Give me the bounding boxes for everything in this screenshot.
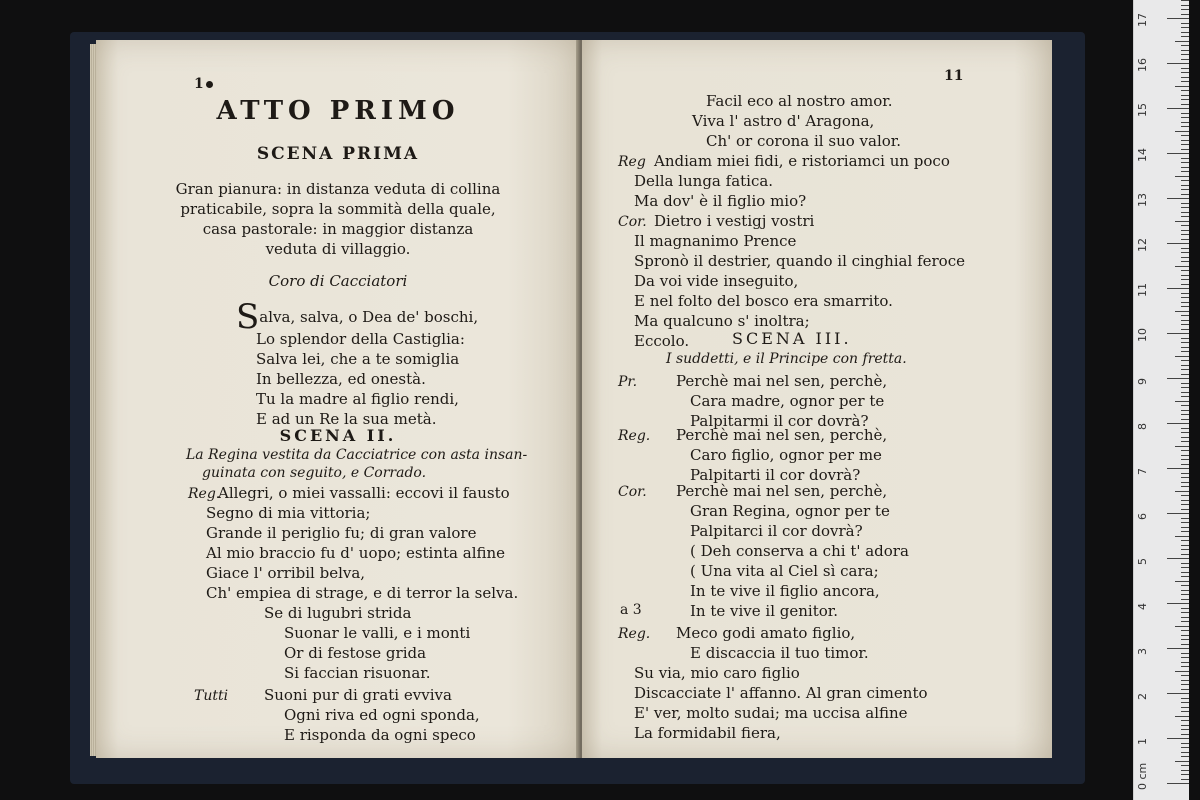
ruler-tick <box>1181 594 1189 595</box>
ruler-tick <box>1167 648 1189 649</box>
ruler-tick <box>1181 0 1189 1</box>
ruler-tick <box>1181 320 1189 321</box>
ruler-tick <box>1167 378 1189 379</box>
ruler-tick <box>1181 54 1189 55</box>
ruler-tick <box>1181 734 1189 735</box>
ruler-tick <box>1167 423 1189 424</box>
speech-line: E' ver, molto sudai; ma uccisa alfine <box>634 704 908 722</box>
ruler-tick <box>1167 783 1189 784</box>
speech-line: Caro figlio, ognor per me <box>690 446 882 464</box>
speech-line: In te vive il genitor. <box>690 602 839 620</box>
ruler-tick <box>1181 369 1189 370</box>
ruler-tick <box>1181 743 1189 744</box>
speech-line: E discaccia il tuo timor. <box>690 644 869 662</box>
ruler-tick <box>1181 572 1189 573</box>
speech-line: Andiam miei fidi, e ristoriamci un poco <box>654 152 950 170</box>
ruler-tick <box>1181 180 1189 181</box>
ruler-tick <box>1181 567 1189 568</box>
ruler-tick <box>1181 203 1189 204</box>
ruler-tick <box>1181 756 1189 757</box>
speaker-label: Reg. <box>618 428 651 444</box>
ruler-tick <box>1181 194 1189 195</box>
speech-line: ( Deh conserva a chi t' adora <box>690 542 909 560</box>
scene-title: SCENA PRIMA <box>256 144 420 164</box>
ruler-label: 8 <box>1136 423 1149 430</box>
ruler-tick <box>1181 531 1189 532</box>
ruler-tick <box>1175 716 1189 717</box>
ruler-tick <box>1175 536 1189 537</box>
ruler-tick <box>1181 455 1189 456</box>
ruler-tick <box>1181 486 1189 487</box>
ruler-tick <box>1181 477 1189 478</box>
ruler-tick <box>1181 680 1189 681</box>
ruler-label: 6 <box>1136 513 1149 520</box>
chorus-line: Tu la madre al figlio rendi, <box>256 390 459 408</box>
act-title: ATTO PRIMO <box>216 96 460 126</box>
ruler-tick <box>1181 495 1189 496</box>
ruler-tick <box>1167 558 1189 559</box>
ruler-tick <box>1181 518 1189 519</box>
page-number-right: 11 <box>944 68 964 84</box>
ruler-label: 7 <box>1136 468 1149 475</box>
ruler-tick <box>1181 675 1189 676</box>
ruler-tick <box>1181 324 1189 325</box>
stage-direction-line: veduta di villaggio. <box>265 240 411 258</box>
ruler-tick <box>1181 329 1189 330</box>
right-page <box>582 40 1052 758</box>
ruler-tick <box>1181 522 1189 523</box>
ruler-tick <box>1181 405 1189 406</box>
chorus-line: Lo splendor della Castiglia: <box>256 330 465 348</box>
ruler-tick <box>1167 198 1189 199</box>
ruler-tick <box>1181 351 1189 352</box>
ruler-tick <box>1181 284 1189 285</box>
ruler-tick <box>1181 27 1189 28</box>
ruler-tick <box>1181 432 1189 433</box>
speech-line: Or di festose grida <box>284 644 427 662</box>
ruler-tick <box>1181 279 1189 280</box>
ruler-tick <box>1181 360 1189 361</box>
scene-3-direction: I suddetti, e il Principe con fretta. <box>666 351 907 367</box>
speech-line: ( Una vita al Ciel sì cara; <box>690 562 879 580</box>
ruler-tick <box>1181 257 1189 258</box>
ruler-tick <box>1181 707 1189 708</box>
speech-line: Perchè mai nel sen, perchè, <box>676 482 888 500</box>
speech-line: Grande il periglio fu; di gran valore <box>206 524 477 542</box>
ruler-tick <box>1167 108 1189 109</box>
scene-2-direction: La Regina vestita da Cacciatrice con asta insan- <box>186 447 528 463</box>
ruler-tick <box>1181 392 1189 393</box>
ruler-tick <box>1181 662 1189 663</box>
ruler-tick <box>1175 491 1189 492</box>
ruler-tick <box>1181 365 1189 366</box>
stage-direction-line: Gran pianura: in distanza veduta di collina <box>175 180 501 198</box>
ruler-label: 9 <box>1136 378 1149 385</box>
ruler-tick <box>1181 621 1189 622</box>
ruler-tick <box>1181 437 1189 438</box>
ruler-tick <box>1181 302 1189 303</box>
speech-line: Al mio braccio fu d' uopo; estinta alfine <box>206 544 506 562</box>
chorus-line: In bellezza, ed onestà. <box>256 370 426 388</box>
ruler-tick <box>1167 603 1189 604</box>
ruler-tick <box>1181 126 1189 127</box>
ruler-tick <box>1181 162 1189 163</box>
ruler-tick <box>1181 189 1189 190</box>
ruler-tick <box>1181 576 1189 577</box>
ruler-tick <box>1181 473 1189 474</box>
speech-line: Meco godi amato figlio, <box>676 624 856 642</box>
ruler-tick <box>1181 135 1189 136</box>
ruler-tick <box>1181 414 1189 415</box>
speech-line: Da voi vide inseguito, <box>634 272 799 290</box>
ruler-tick <box>1181 32 1189 33</box>
speaker-label: a 3 <box>620 602 642 618</box>
chorus-line: E ad un Re la sua metà. <box>256 410 437 428</box>
ruler-tick <box>1181 306 1189 307</box>
drop-cap: S <box>236 297 260 337</box>
speech-line: Su via, mio caro figlio <box>634 664 800 682</box>
ruler-label: 12 <box>1136 238 1149 252</box>
ruler-tick <box>1175 41 1189 42</box>
ruler-tick <box>1181 225 1189 226</box>
ruler-tick <box>1181 45 1189 46</box>
ruler-tick <box>1181 14 1189 15</box>
ruler-tick <box>1181 374 1189 375</box>
ruler-label: 2 <box>1136 693 1149 700</box>
ruler-tick <box>1181 689 1189 690</box>
ruler-tick <box>1181 122 1189 123</box>
ruler-tick <box>1175 356 1189 357</box>
ruler-tick <box>1175 401 1189 402</box>
speaker-label: Cor. <box>618 484 647 500</box>
ruler-tick <box>1181 342 1189 343</box>
ruler-label: 1 <box>1136 738 1149 745</box>
ruler-tick <box>1175 311 1189 312</box>
ruler-tick <box>1181 725 1189 726</box>
speech-line: Perchè mai nel sen, perchè, <box>676 426 888 444</box>
speech-line: Gran Regina, ognor per te <box>690 502 890 520</box>
ruler-tick <box>1181 504 1189 505</box>
speech-line: Ch' empiea di strage, e di terror la selva. <box>206 584 519 602</box>
speech-line: Palpitarci il cor dovrà? <box>690 522 863 540</box>
ruler-tick <box>1175 626 1189 627</box>
ruler-label: 5 <box>1136 558 1149 565</box>
speech-line: Palpitarti il cor dovrà? <box>690 466 861 484</box>
ruler-tick <box>1181 563 1189 564</box>
ruler-tick <box>1181 684 1189 685</box>
ruler-label: 17 <box>1136 13 1149 27</box>
ruler-tick <box>1181 752 1189 753</box>
scene-2-direction: guinata con seguito, e Corrado. <box>202 465 427 481</box>
speech-line: Eccolo. <box>634 332 690 350</box>
ruler-tick <box>1181 639 1189 640</box>
ruler-tick <box>1181 657 1189 658</box>
ruler-tick <box>1175 581 1189 582</box>
ruler-tick <box>1181 720 1189 721</box>
ruler-tick <box>1181 275 1189 276</box>
ruler-tick <box>1181 297 1189 298</box>
ruler-tick <box>1181 635 1189 636</box>
ruler-label: 0 cm <box>1136 762 1149 790</box>
speech-line: Spronò il destrier, quando il cinghial feroce <box>634 252 965 270</box>
chorus-line: Salva lei, che a te somiglia <box>256 350 460 368</box>
speech-line: Se di lugubri strida <box>264 604 412 622</box>
ruler-tick <box>1181 770 1189 771</box>
ruler-tick <box>1181 387 1189 388</box>
speech-line: La formidabil fiera, <box>634 724 781 742</box>
ruler-tick <box>1181 554 1189 555</box>
ruler-tick <box>1181 765 1189 766</box>
ruler-tick <box>1181 140 1189 141</box>
verse-line: Viva l' astro d' Aragona, <box>692 112 875 130</box>
ruler-tick <box>1181 500 1189 501</box>
chorus-line <box>236 297 479 337</box>
speech-line: Palpitarmi il cor dovrà? <box>690 412 869 430</box>
speech-line: Dietro i vestigj vostri <box>654 212 815 230</box>
stage-direction-line: casa pastorale: in maggior distanza <box>202 220 474 238</box>
ruler-tick <box>1181 666 1189 667</box>
ruler-tick <box>1181 234 1189 235</box>
speech-line: In te vive il figlio ancora, <box>690 582 880 600</box>
ruler-label: 15 <box>1136 103 1149 117</box>
verse-line: Ch' or corona il suo valor. <box>706 132 902 150</box>
speech-line: Suoni pur di grati evviva <box>264 686 452 704</box>
page-number-left: 1 <box>194 76 213 92</box>
ruler-tick <box>1181 698 1189 699</box>
ruler-tick <box>1181 729 1189 730</box>
ruler-tick <box>1181 59 1189 60</box>
ruler-tick <box>1181 315 1189 316</box>
ruler-label: 16 <box>1136 58 1149 72</box>
ruler-tick <box>1181 252 1189 253</box>
speaker-label: Reg. <box>618 626 651 642</box>
speaker-label: Tutti <box>194 688 229 704</box>
ruler-tick <box>1181 653 1189 654</box>
ruler-tick <box>1181 113 1189 114</box>
ruler-tick <box>1181 747 1189 748</box>
ruler-tick <box>1181 72 1189 73</box>
scene-3-title: SCENA III. <box>732 329 852 348</box>
ruler-tick <box>1181 207 1189 208</box>
ruler-tick <box>1175 221 1189 222</box>
ruler-tick <box>1167 468 1189 469</box>
ruler-tick <box>1181 9 1189 10</box>
ruler-tick <box>1167 63 1189 64</box>
ruler-tick <box>1181 702 1189 703</box>
ruler-tick <box>1181 167 1189 168</box>
ruler-tick <box>1167 333 1189 334</box>
ruler-tick <box>1181 144 1189 145</box>
speech-line: Si faccian risuonar. <box>284 664 431 682</box>
speech-line: Discacciate l' affanno. Al gran cimento <box>634 684 928 702</box>
ruler-tick <box>1181 590 1189 591</box>
ruler-tick <box>1181 77 1189 78</box>
ruler-tick <box>1181 270 1189 271</box>
ruler-label: 13 <box>1136 193 1149 207</box>
ruler-tick <box>1181 216 1189 217</box>
speaker-label: Reg. <box>188 486 221 502</box>
ruler-tick <box>1181 212 1189 213</box>
ruler-tick <box>1167 513 1189 514</box>
ruler-tick <box>1181 117 1189 118</box>
speech-line: Cara madre, ognor per te <box>690 392 885 410</box>
ruler-tick <box>1181 5 1189 6</box>
ruler-tick <box>1181 293 1189 294</box>
speaker-label: Pr. <box>618 374 638 390</box>
ruler-tick <box>1175 176 1189 177</box>
ruler-tick <box>1181 158 1189 159</box>
ruler-tick <box>1181 81 1189 82</box>
speech-line: Suonar le valli, e i monti <box>284 624 471 642</box>
left-page <box>96 40 580 758</box>
ruler-tick <box>1181 171 1189 172</box>
scene-2-title: SCENA II. <box>279 426 397 445</box>
verse-line: Facil eco al nostro amor. <box>706 92 893 110</box>
speech-line: Ogni riva ed ogni sponda, <box>284 706 480 724</box>
ruler-tick <box>1181 95 1189 96</box>
ruler-tick <box>1181 464 1189 465</box>
ruler-tick <box>1181 23 1189 24</box>
ruler-tick <box>1181 90 1189 91</box>
ruler-tick <box>1181 608 1189 609</box>
ruler-tick <box>1167 18 1189 19</box>
speech-line: Della lunga fatica. <box>634 172 774 190</box>
ruler-label: 4 <box>1136 603 1149 610</box>
ruler-tick <box>1181 239 1189 240</box>
chorus-heading: Coro di Cacciatori <box>268 272 408 290</box>
ruler-tick <box>1181 459 1189 460</box>
speech-line: Ma dov' è il figlio mio? <box>634 192 807 210</box>
ruler-tick <box>1181 545 1189 546</box>
ruler-tick <box>1181 617 1189 618</box>
speech-line: E risponda da ogni speco <box>284 726 476 744</box>
speaker-label: Reg <box>618 154 646 170</box>
ruler-tick <box>1181 450 1189 451</box>
ruler-tick <box>1175 266 1189 267</box>
ruler-tick <box>1175 86 1189 87</box>
speech-line: Giace l' orribil belva, <box>206 564 366 582</box>
ruler-tick <box>1181 149 1189 150</box>
ruler-tick <box>1181 104 1189 105</box>
ruler-tick <box>1167 243 1189 244</box>
ruler-tick <box>1181 248 1189 249</box>
ruler-tick <box>1181 549 1189 550</box>
ruler-tick <box>1181 428 1189 429</box>
ruler-tick <box>1181 50 1189 51</box>
ruler-tick <box>1181 261 1189 262</box>
ruler-tick <box>1167 738 1189 739</box>
ruler-tick <box>1181 338 1189 339</box>
ruler-tick <box>1181 612 1189 613</box>
ruler-tick <box>1175 446 1189 447</box>
ruler-tick <box>1181 230 1189 231</box>
ruler-tick <box>1181 99 1189 100</box>
ruler-tick <box>1181 441 1189 442</box>
page-number-dot-icon <box>206 81 213 88</box>
ruler-label: 10 <box>1136 328 1149 342</box>
measurement-ruler <box>1133 0 1189 800</box>
speech-line: E nel folto del bosco era smarrito. <box>634 292 893 310</box>
ruler-tick <box>1167 153 1189 154</box>
ruler-tick <box>1181 527 1189 528</box>
ruler-tick <box>1181 585 1189 586</box>
ruler-tick <box>1181 410 1189 411</box>
ruler-label: 11 <box>1136 283 1149 297</box>
ruler-tick <box>1181 419 1189 420</box>
ruler-tick <box>1181 396 1189 397</box>
ruler-tick <box>1181 68 1189 69</box>
ruler-tick <box>1175 761 1189 762</box>
ruler-tick <box>1175 131 1189 132</box>
ruler-tick <box>1181 509 1189 510</box>
speech-line: Allegri, o miei vassalli: eccovi il fausto <box>218 484 510 502</box>
speech-line: Perchè mai nel sen, perchè, <box>676 372 888 390</box>
speech-line: Ma qualcuno s' inoltra; <box>634 312 810 330</box>
ruler-tick <box>1181 644 1189 645</box>
ruler-tick <box>1181 779 1189 780</box>
ruler-tick <box>1181 383 1189 384</box>
ruler-tick <box>1181 36 1189 37</box>
ruler-tick <box>1167 288 1189 289</box>
ruler-tick <box>1181 630 1189 631</box>
ruler-tick <box>1181 482 1189 483</box>
ruler-tick <box>1175 671 1189 672</box>
ruler-tick <box>1181 711 1189 712</box>
stage-direction-line: praticabile, sopra la sommità della quale, <box>180 200 496 218</box>
speech-line: Segno di mia vittoria; <box>206 504 371 522</box>
chorus-line-text: alva, salva, o Dea de' boschi, <box>259 308 479 326</box>
speech-line: Il magnanimo Prence <box>634 232 797 250</box>
speaker-label: Cor. <box>618 214 647 230</box>
ruler-tick <box>1181 774 1189 775</box>
ruler-tick <box>1167 693 1189 694</box>
ruler-tick <box>1181 185 1189 186</box>
ruler-label: 3 <box>1136 648 1149 655</box>
ruler-tick <box>1181 540 1189 541</box>
ruler-tick <box>1181 599 1189 600</box>
ruler-tick <box>1181 347 1189 348</box>
ruler-label: 14 <box>1136 148 1149 162</box>
